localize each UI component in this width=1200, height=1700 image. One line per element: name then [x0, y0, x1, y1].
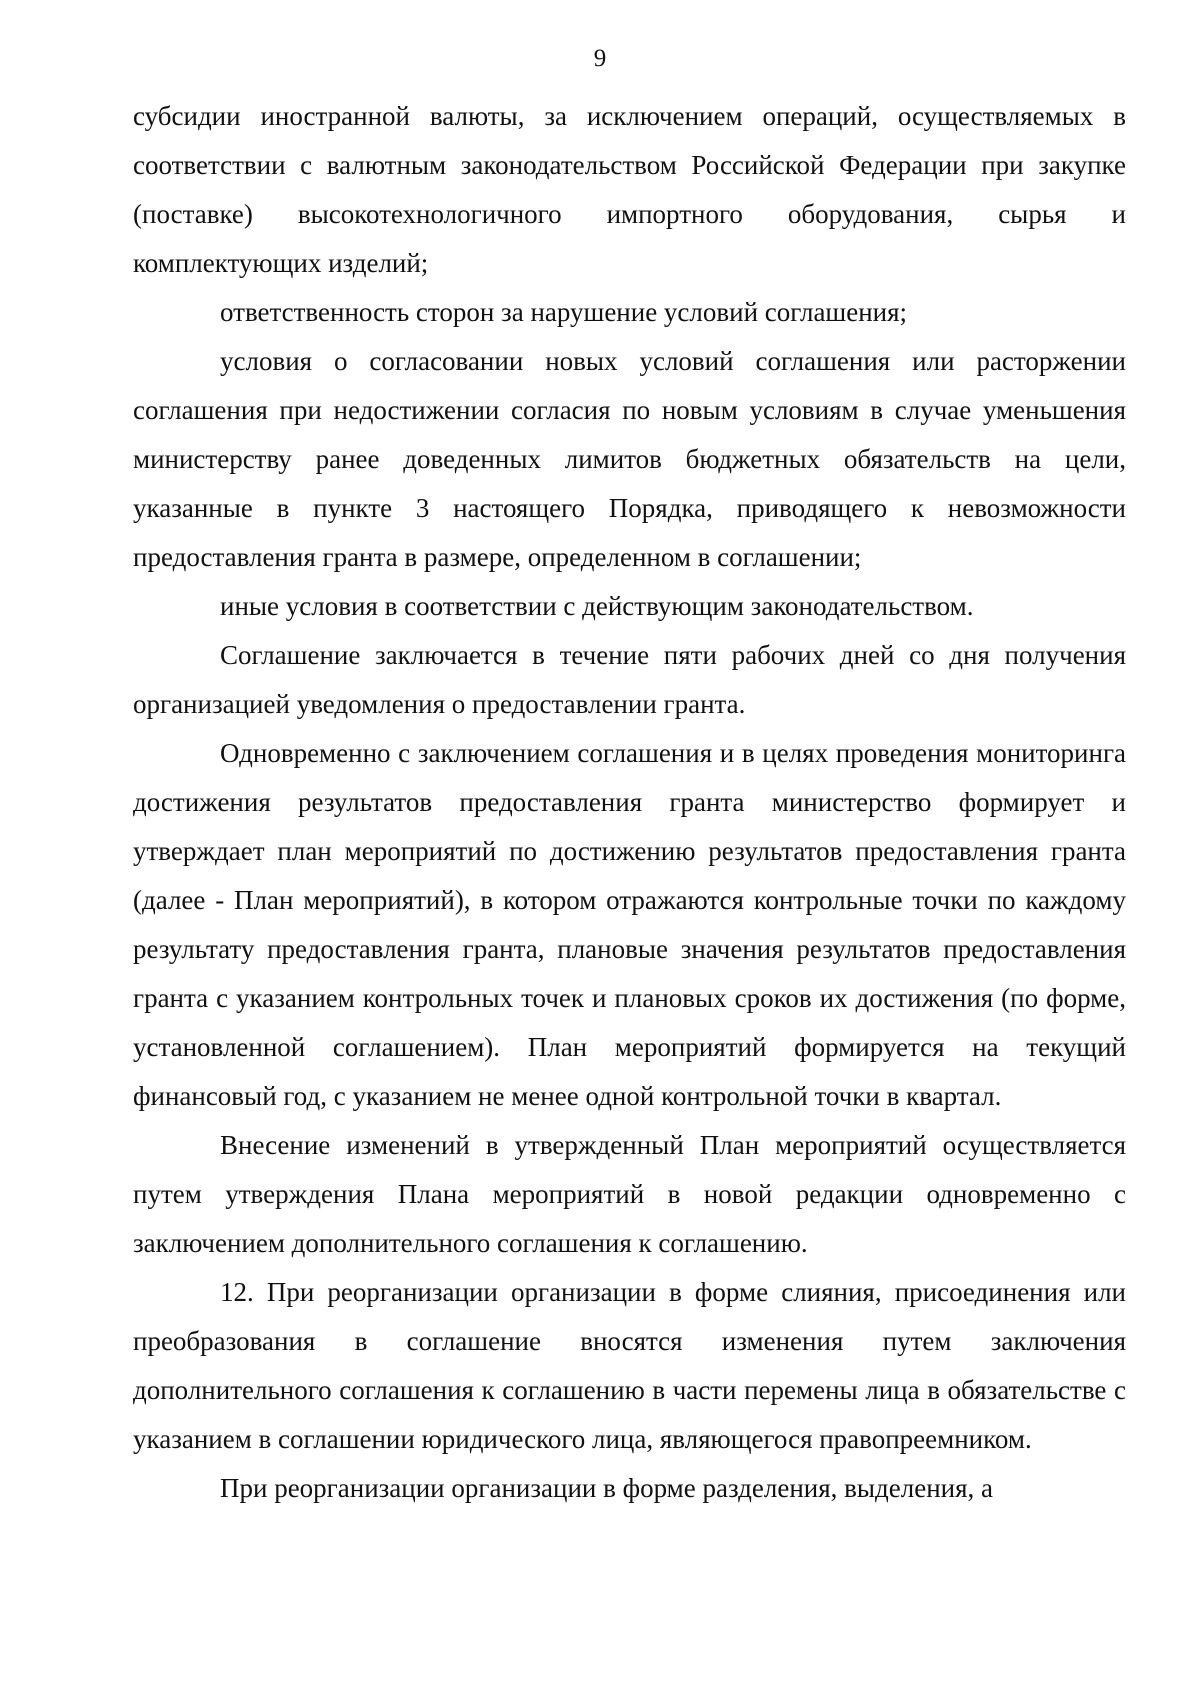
paragraph-party-liability: ответственность сторон за нарушение условий соглашения; [220, 297, 908, 327]
paragraph-item-12-reorganization: 12. При реорганизации организации в форме слияния, присоединения или преобразования в соглашение вносятся изменения путем заключения дополнительного соглашения к соглашению в части перемены лица в обязательстве с указанием в соглашении юридического лица, являющегося правопреемником. [133, 1277, 1126, 1454]
paragraph-subsidy-currency-continuation: субсидии иностранной валюты, за исключением операций, осуществляемых в соответствии с валютным законодательством Российской Федерации при закупке (поставке) высокотехнологичного импортного оборудования, сырья и комплектующих изделий; [133, 101, 1126, 278]
paragraph-plan-amendments: Внесение изменений в утвержденный План мероприятий осуществляется путем утверждения Плана мероприятий в новой редакции одновременно с заключением дополнительного соглашения к соглашению. [133, 1130, 1126, 1258]
paragraph-reorganization-division: При реорганизации организации в форме разделения, выделения, а [220, 1473, 994, 1503]
document-body [133, 92, 1126, 1513]
paragraph-action-plan: Одновременно с заключением соглашения и в целях проведения мониторинга достижения результатов предоставления гранта министерство формирует и утверждает план мероприятий по достижению результатов предоставления гранта (далее - План мероприятий), в котором отражаются контрольные точки по каждому результату предоставления гранта, плановые значения результатов предоставления гранта с указанием контрольных точек и плановых сроков их достижения (по форме, установленной соглашением). План мероприятий формируется на текущий финансовый год, с указанием не менее одной контрольной точки в квартал. [133, 738, 1126, 1111]
paragraph-agreement-deadline: Соглашение заключается в течение пяти рабочих дней со дня получения организацией уведомления о предоставлении гранта. [133, 640, 1126, 719]
page-number: 9 [593, 45, 607, 72]
paragraph-other-conditions: иные условия в соответствии с действующим законодательством. [220, 591, 974, 621]
paragraph-new-terms-agreement: условия о согласовании новых условий соглашения или расторжении соглашения при недостижении согласия по новым условиям в случае уменьшения министерству ранее доведенных лимитов бюджетных обязательств на цели, указанные в пункте 3 настоящего Порядка, приводящего к невозможности предоставления гранта в размере, определенном в соглашении; [133, 346, 1126, 572]
